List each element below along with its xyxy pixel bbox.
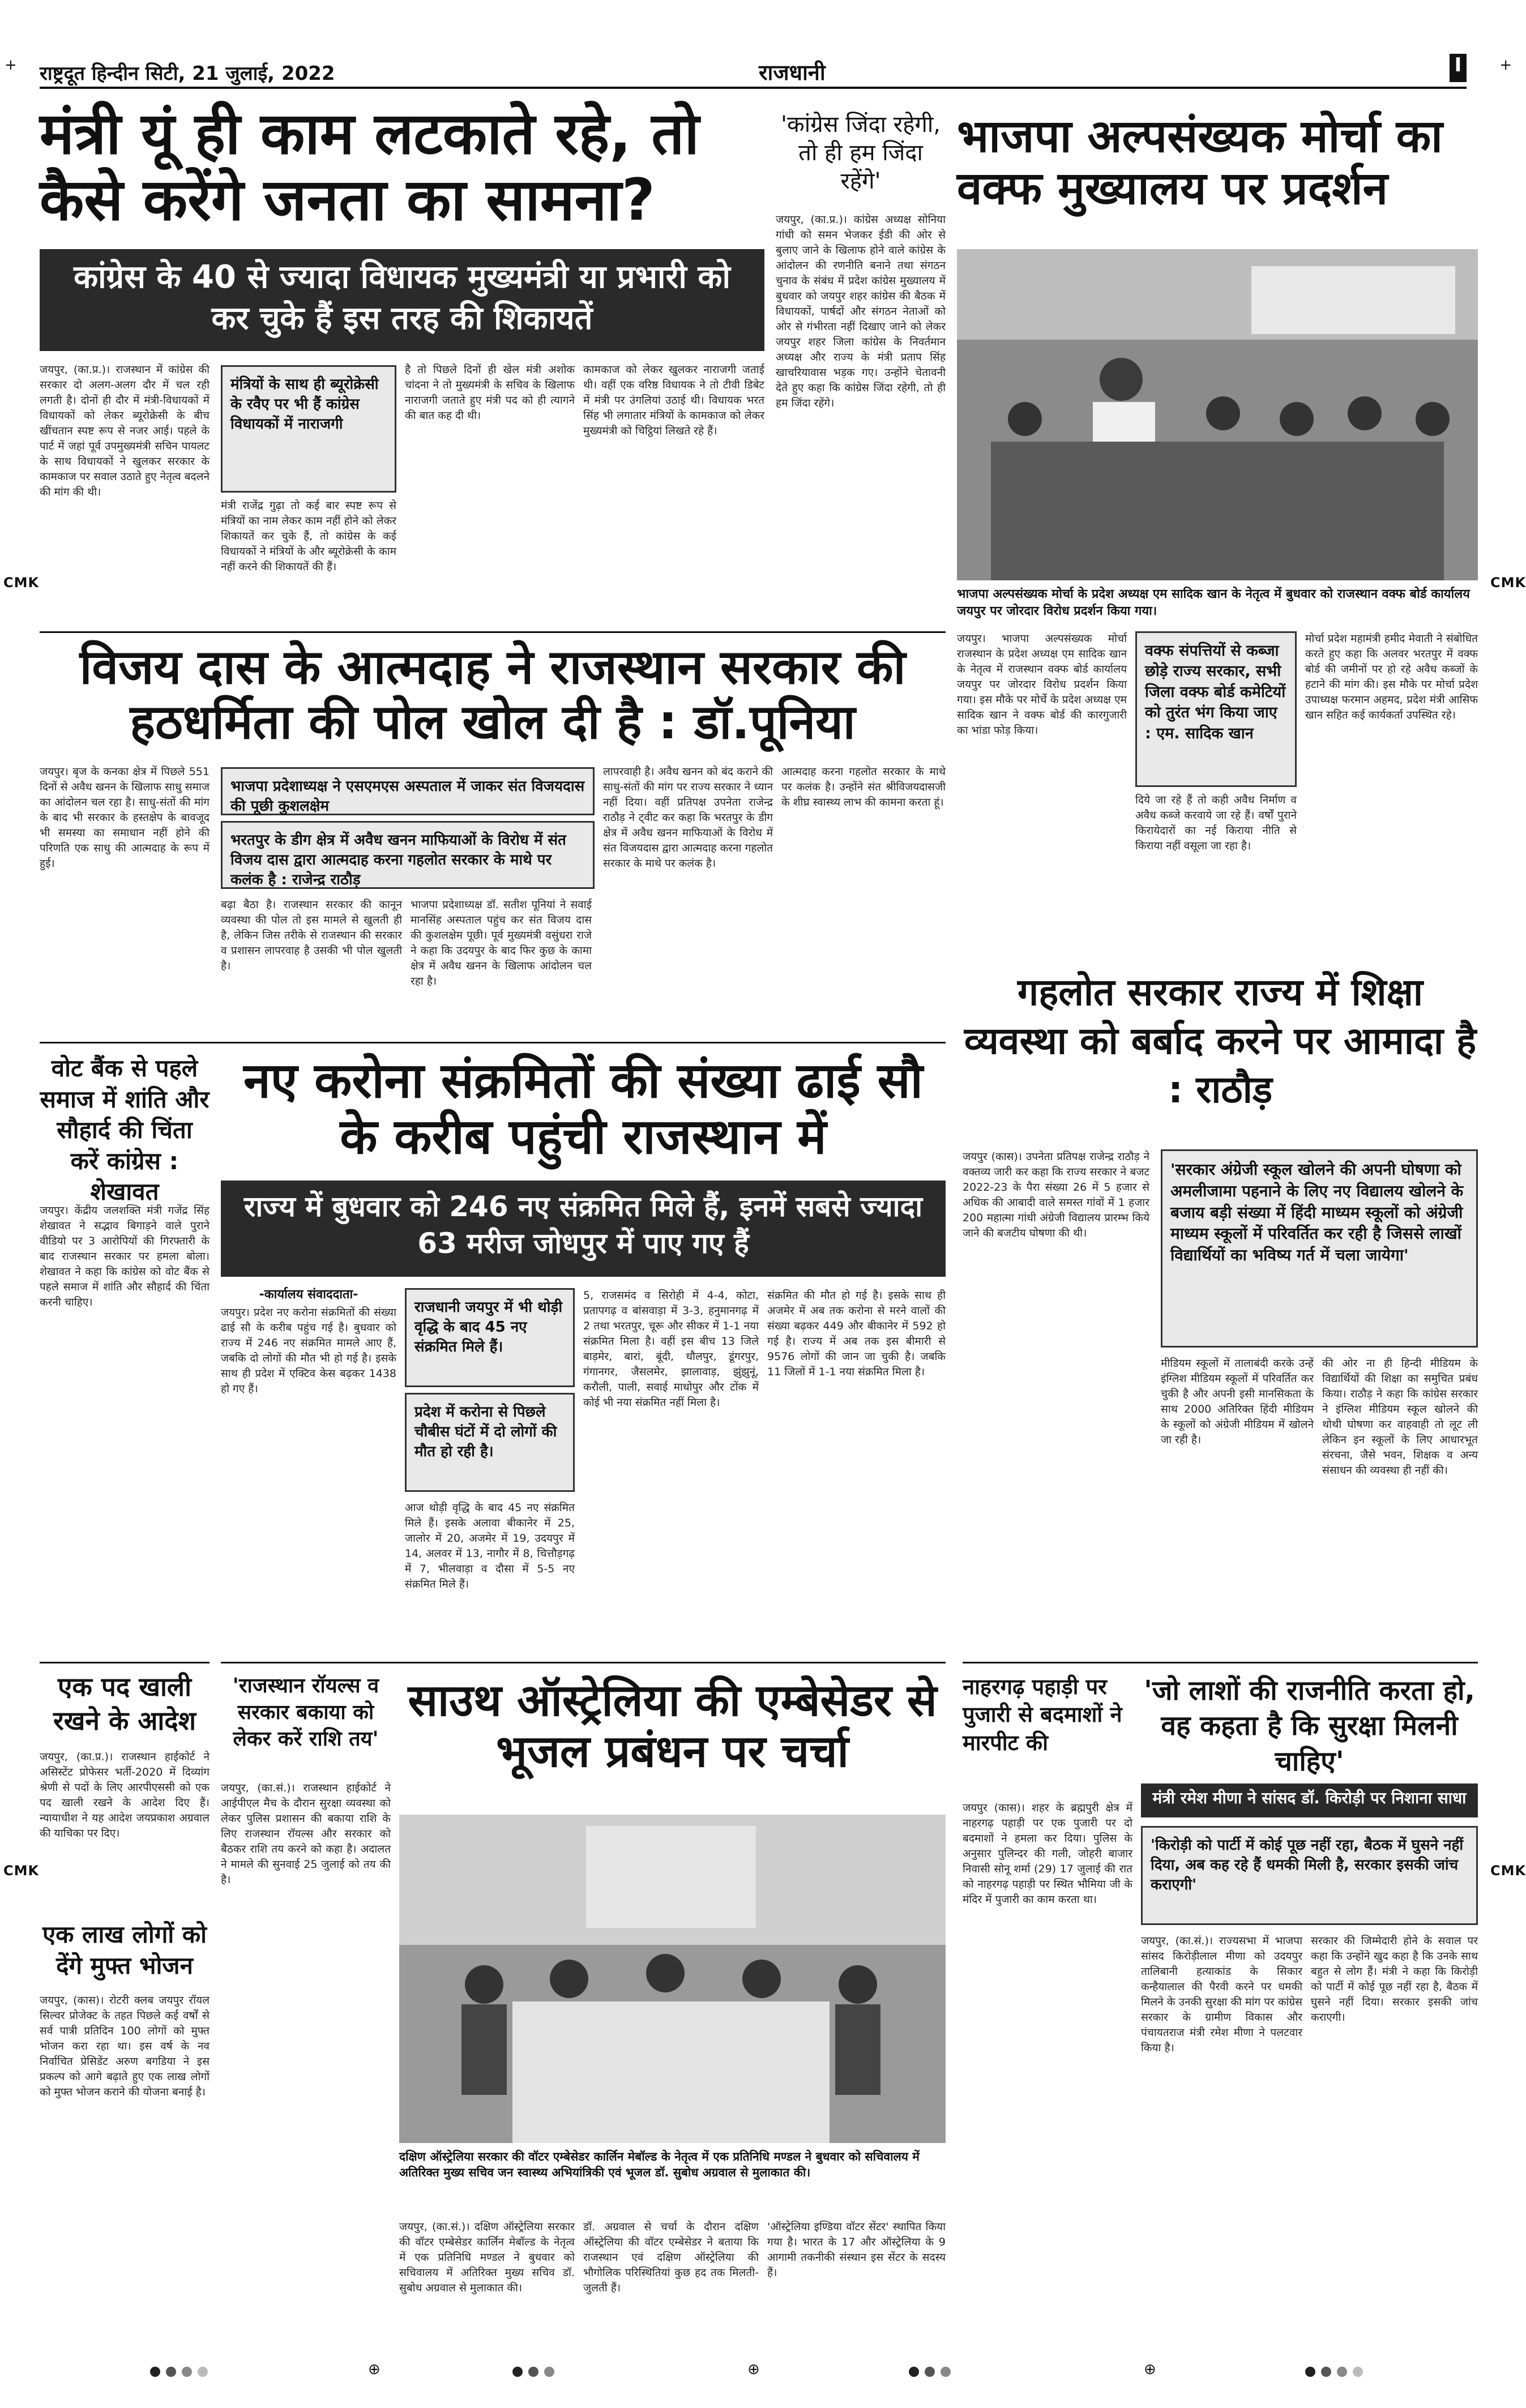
story10-col1: जयपुर, (का.सं.)। दक्षिण ऑस्ट्रेलिया सरकार की वॉटर एम्बेसेडर कार्लिन मेबॉल्ड के नेतृत्व में एक प्रतिनिधि मण्डल ने बुधवार को सचिवालय में अतिरिक्त मुख्य सचिव डॉ. सुबोध अग्रवाल से मुलाकात की।	[399, 2221, 575, 2294]
story12-col2: सरकार की जिम्मेदारी होने के सवाल पर कहा कि उन्होंने खुद कहा है कि उनके साथ बहुत से लोग हैं। मंत्री ने कहा कि किरोड़ी को पार्टी में कोई पूछ नहीं रहा है, बैठक में घुसने नहीं दिया। सरकार इसकी जांच कराएगी।	[1311, 1935, 1478, 2024]
registration-mark-icon: +	[5, 57, 17, 74]
color-bar-right: CMK	[1490, 575, 1526, 591]
story2-headline: भाजपा अल्पसंख्यक मोर्चा का वक्फ मुख्यालय पर प्रदर्शन	[957, 110, 1443, 215]
story1-col3: है तो पिछले दिनों ही खेल मंत्री अशोक चांदना ने तो मुख्यमंत्री के सचिव के खिलाफ नाराजगी जताते हुए मंत्री पद को ही त्यागने की बात कह दी थी।	[405, 363, 575, 422]
registration-dots	[510, 2367, 557, 2379]
story4-headline: वोट बैंक से पहले समाज में शांति और सौहार्द की चिंता करें कांग्रेस : शेखावत	[40, 1054, 210, 1206]
quote1-title: 'कांग्रेस जिंदा रहेगी, तो ही हम जिंदा रहेंगे'	[781, 112, 941, 194]
story3-col2: बढ़ा बैठा है। राजस्थान सरकार की कानून व्यवस्था की पोल तो इस मामले से खुलती ही है, लेकिन जिस तरीके से राजस्थान की सरकार व प्रशासन लापरवाह है उसकी भी पोल खुलती है।	[221, 899, 402, 972]
story6-headline: गहलोत सरकार राज्य में शिक्षा व्यवस्था को बर्बाद करने पर आमादा है : राठौड़	[964, 970, 1477, 1111]
story7-body: जयपुर, (का.प्र.)। राजस्थान हाईकोर्ट ने असिस्टेंट प्रोफेसर भर्ती-2020 में दिव्यांग श्रेणी से पदों के लिए आरपीएससी को एक पद खाली रखने के आदेश दिए हैं। न्यायाधीश ने यह आदेश जयप्रकाश अग्रवाल की याचिका पर दिए।	[40, 1751, 210, 1840]
divider	[963, 1662, 1478, 1663]
story2-photo	[957, 249, 1478, 580]
page-header	[40, 54, 1467, 89]
story3-box1: भाजपा प्रदेशाध्यक्ष ने एसएमएस अस्पताल में जाकर संत विजयदास की पूछी कुशलक्षेम	[221, 767, 595, 815]
registration-dots	[147, 2367, 211, 2379]
story8-headline: एक लाख लोगों को देंगे मुफ्त भोजन	[42, 1921, 207, 1979]
registration-mark-icon: +	[1499, 57, 1512, 74]
divider	[40, 1662, 210, 1663]
registration-mark-icon: ⊕	[368, 2361, 381, 2378]
story6-box: 'सरकार अंग्रेजी स्कूल खोलने की अपनी घोषणा को अमलीजामा पहनाने के लिए नए विद्यालय खोलने के बजाय बड़ी संख्या में हिंदी माध्यम स्कूलों को अंग्रेजी माध्यम स्कूलों में परिवर्तित कर रही है जिससे लाखों विद्यार्थियों का भविष्य गर्त में चला जायेगा'	[1161, 1149, 1478, 1348]
story5-headline: नए करोना संक्रमितों की संख्या ढाई सौ के करीब पहुंची राजस्थान में	[243, 1053, 923, 1165]
color-bar-left-lower: CMK	[3, 1863, 40, 1879]
story10-caption: दक्षिण ऑस्ट्रेलिया सरकार की वॉटर एम्बेसेडर कार्लिन मेबॉल्ड के नेतृत्व में एक प्रतिनिधि मण्डल ने बुधवार को सचिवालय में अतिरिक्त मुख्य सचिव जन स्वास्थ्य अभियांत्रिकी एवं भूजल डॉ. सुबोध अग्रवाल से मुलाकात की।	[399, 2150, 920, 2180]
story6-col2: मीडियम स्कूलों में तालाबंदी करके उन्हें इंग्लिश मीडियम स्कूलों में परिवर्तित कर चुकी है और अपनी इसी मानसिकता के साथ 2000 अतिरिक्त हिंदी मीडियम के स्कूलों को अंग्रेजी मीडियम में खोलने जा रही है।	[1161, 1357, 1314, 1446]
story5-box1: राजधानी जयपुर में भी थोड़ी वृद्धि के बाद 45 नए संक्रमित मिले हैं।	[405, 1288, 575, 1387]
story1-headline: मंत्री यूं ही काम लटकाते रहे, तो कैसे करेंगे जनता का सामना?	[40, 100, 699, 234]
story12-box: 'किरोड़ी को पार्टी में कोई पूछ नहीं रहा, बैठक में घुसने नहीं दिया, अब कह रहे हैं धमकी मिली है, सरकार इसकी जांच कराएगी'	[1141, 1826, 1478, 1925]
story1-col1: जयपुर, (का.प्र.)। राजस्थान में कांग्रेस की सरकार दो अलग-अलग दौर में चल रही लगती है। दोनों ही दौर में मंत्री-विधायकों में विधायकों को लेकर ब्यूरोक्रेसी के बीच खींचतान स्पष्ट रूप से नजर आई। पहले के पार्ट में जहां पूर्व उपमुख्यमंत्री सचिन पायलट के साथ विधायकों ने खुलकर सरकार के कामकाज पर सवाल उठाते हुए नेतृत्व बदलने की मांग की थी।	[40, 363, 210, 498]
story5-col1: जयपुर। प्रदेश नए करोना संक्रमितों की संख्या ढाई सौ के करीब पहुंच गई है। बुधवार को राज्य में 246 नए संक्रमित मामले आए हैं, जबकि दो लोगों की मौत भी हो गई है। इसके साथ ही प्रदेश में एक्टिव केस बढ़कर 1438 हो गए हैं।	[221, 1306, 396, 1395]
story12-banner: मंत्री रमेश मीणा ने सांसद डॉ. किरोड़ी पर निशाना साधा	[1141, 1783, 1478, 1817]
divider	[40, 1042, 946, 1043]
story3-headline: विजय दास के आत्मदाह ने राजस्थान सरकार की हठधर्मिता की पोल खोल दी है : डॉ.पूनिया	[79, 639, 906, 750]
story2-col3: मोर्चा प्रदेश महामंत्री हमीद मेवाती ने संबोधित करते हुए कहा कि अलवर भरतपुर में वक्फ बोर्ड की जमीनों पर हो रहे अवैध कब्जों के हटाने की मांग की। इस मौके पर मोर्चा प्रदेश उपाध्यक्ष फरमान अहमद, प्रदेश मंत्री आसिफ खान सहित कई कार्यकर्ता उपस्थित रहे।	[1305, 632, 1478, 721]
story5-box2: प्रदेश में करोना से पिछले चौबीस घंटों में दो लोगों की मौत हो रही है।	[405, 1393, 575, 1492]
story10-col3: 'ऑस्ट्रेलिया इण्डिया वॉटर सेंटर' स्थापित किया गया है। भारत के 17 और ऑस्ट्रेलिया के 9 आगामी तकनीकी संस्थान इस सेंटर के सदस्य हैं।	[767, 2221, 946, 2279]
section-name: राजधानी	[759, 60, 826, 85]
story10-headline: साउथ ऑस्ट्रेलिया की एम्बेसेडर से भूजल प्रबंधन पर चर्चा	[408, 1675, 937, 1777]
color-bar-left: CMK	[3, 575, 40, 591]
story3-col4: लापरवाही है। अवैध खनन को बंद कराने की साधु-संतों की मांग पर राज्य सरकार ने ध्यान नहीं दिया। वहीं प्रतिपक्ष उपनेता राजेन्द्र राठौड़ ने ट्वीट कर कहा कि भरतपुर के डीग क्षेत्र में अवैध खनन माफियाओं के विरोध में संत विजयदास द्वारा आत्मदाह करना गहलोत सरकार के माथे पर कलंक है।	[603, 765, 773, 870]
story3-col1: जयपुर। बृज के कनका क्षेत्र में पिछले 551 दिनों से अवैध खनन के खिलाफ साधु समाज का आंदोलन चल रहा है। साधु-संतों की मांग के बाद भी सरकार के हस्तक्षेप के बावजूद भी समस्या का समाधान नहीं होने की परिणति एक साधु की आत्मदाह के रूप में हुई।	[40, 765, 210, 870]
page-number: I	[1450, 54, 1467, 82]
story9-headline: 'राजस्थान रॉयल्स व सरकार बकाया को लेकर करें राशि तय'	[232, 1674, 379, 1751]
story1-banner: कांग्रेस के 40 से ज्यादा विधायक मुख्यमंत्री या प्रभारी को कर चुके हैं इस तरह की शिकायतें	[40, 249, 764, 351]
story10-photo	[399, 1815, 946, 2143]
story1-box: मंत्रियों के साथ ही ब्यूरोक्रेसी के रवैए पर भी हैं कांग्रेस विधायकों में नाराजगी	[221, 365, 396, 493]
story11-body: जयपुर (कास)। शहर के ब्रह्मपुरी क्षेत्र में नाहरगढ़ पहाड़ी पर एक पुजारी पर दो बदमाशों ने हमला कर दिया। पुलिस के अनुसार पुलिन्दर की गली, जोहरी बाजार निवासी सोनू शर्मा (29) 17 जुलाई की रात को नाहरगढ़ पहाड़ी पर स्थित भौमिया जी के मंदिर में पुजारी का काम करता था।	[963, 1802, 1132, 1906]
story5-dateline: -कार्यालय संवाददाता-	[259, 1288, 358, 1302]
story5-col3: 5, राजसमंद व सिरोही में 4-4, कोटा, प्रतापगढ़ व बांसवाड़ा में 3-3, हनुमानगढ़ में 2 तथा भरतपुर, चूरू और सीकर में 1-1 नया संक्रमित मिला है। वहीं इस बीच 13 जिले बाड़मेर, बारां, बूंदी, धौलपुर, डूंगरपुर, गंगानगर, जैसलमेर, झालावाड़, झुंझुनूं, करौली, पाली, सवाई माधोपुर और टोंक में कोई भी नया संक्रमित नहीं मिला है।	[583, 1289, 759, 1409]
story2-caption: भाजपा अल्पसंख्यक मोर्चा के प्रदेश अध्यक्ष एम सादिक खान के नेतृत्व में बुधवार को राजस्थान वक्फ बोर्ड कार्यालय जयपुर पर जोरदार विरोध प्रदर्शन किया गया।	[957, 587, 1470, 618]
story8-body: जयपुर, (कास)। रोटरी क्लब जयपुर रॉयल सिल्वर प्रोजेक्ट के तहत पिछले कई वर्षों से सर्व पात्री प्रतिदिन 100 लोगों को मुफ्त भोजन करा रहा था। इस वर्ष के नव निर्वाचित प्रेसिडेंट अरुण बगडिया ने इस प्रकल्प को आगे बढ़ाते हुए एक लाख लोगों को मुफ्त भोजन कराने की योजना बनाई है।	[40, 1994, 210, 2098]
story7-headline: एक पद खाली रखने के आदेश	[53, 1671, 196, 1736]
story3-col3: भाजपा प्रदेशाध्यक्ष डॉ. सतीश पूनियां ने सवाई मानसिंह अस्पताल पहुंच कर संत विजय दास की कुशलक्षेम पूछी। पूर्व मुख्यमंत्री वसुंधरा राजे ने कहा कि उदयपुर के बाद फिर कुछ के कामा क्षेत्र में अवैध खनन के खिलाफ आंदोलन चल रहा है।	[411, 899, 592, 987]
registration-mark-icon: ⊕	[1144, 2361, 1156, 2378]
story2-col2: दिये जा रहे हैं तो कही अवैध निर्माण व अवैध कब्जे करवाये जा रहे हैं। वर्षों पुराने किरायेदारों का नई किराया नीति से किराया नहीं वसूला जा रहा है।	[1135, 794, 1297, 852]
story12-col1: जयपुर, (का.सं.)। राज्यसभा में भाजपा सांसद किरोड़ीलाल मीणा को उदयपुर तालिबानी हत्याकांड के सिकार कन्हैयालाल की पैरवी करने पर धमकी मिलने के उनकी सुरक्षा की मांग पर कांग्रेस सरकार के ग्रामीण विकास और पंचायतराज मंत्री रमेश मीणा ने पलटवार किया है।	[1141, 1935, 1302, 2054]
registration-dots	[1302, 2367, 1366, 2379]
divider	[40, 631, 946, 633]
story5-banner: राज्य में बुधवार को 246 नए संक्रमित मिले हैं, इनमें सबसे ज्यादा 63 मरीज जोधपुर में पाए गए हैं	[221, 1181, 946, 1277]
story12-headline: 'जो लाशों की राजनीति करता हो, वह कहता है कि सुरक्षा मिलनी चाहिए'	[1144, 1675, 1475, 1777]
story4-body: जयपुर। केंद्रीय जलशक्ति मंत्री गजेंद्र सिंह शेखावत ने सद्भाव बिगाड़ने वाले पुराने वीडियो पर 3 आरोपियों की गिरफ्तारी के बाद राजस्थान सरकार पर हमला बोला। शेखावत ने कहा कि कांग्रेस को वोट बैंक से पहले समाज में शांति और सौहार्द की चिंता करनी चाहिए।	[40, 1204, 210, 1308]
story1-col2: मंत्री राजेंद्र गुढ़ा तो कई बार स्पष्ट रूप से मंत्रियों का नाम लेकर काम नहीं होने को लेकर शिकायतें कर चुके हैं, तो कांग्रेस के कई विधायकों ने मंत्रियों के और ब्यूरोक्रेसी के काम नहीं करने की शिकायतें की हैं।	[221, 499, 396, 573]
story3-col5: आत्मदाह करना गहलोत सरकार के माथे पर कलंक है। उन्होंने संत श्रीविजयदासजी के शीघ्र स्वास्थ्य लाभ की कामना करता हूं।	[781, 765, 946, 809]
story2-col1: जयपुर। भाजपा अल्पसंख्यक मोर्चा राजस्थान के प्रदेश अध्यक्ष एम सादिक खान के नेतृत्व में राजस्थान वक्फ बोर्ड कार्यालय जयपुर पर जोरदार विरोध प्रदर्शन किया गया। इस मौके पर मोर्चे के प्रदेश अध्यक्ष एम सादिक खान ने वक्फ बोर्ड की कारगुजारी का भांडा फोड़ किया।	[957, 632, 1127, 737]
paper-dateline: राष्ट्रदूत हिन्दीन सिटी, 21 जुलाई, 2022	[40, 62, 335, 85]
color-bar-right-lower: CMK	[1490, 1863, 1526, 1879]
quote1-body: जयपुर, (का.प्र.)। कांग्रेस अध्यक्ष सोनिया गांधी को समन भेजकर ईडी की ओर से बुलाए जाने के खिलाफ होने वाले कांग्रेस के आंदोलन की रणनीति बनाने तथा संगठन चुनाव के संबंध में प्रदेश कांग्रेस मुख्यालय में बुधवार को जयपुर शहर कांग्रेस की बैठक में विधायकों, पार्षदों और संगठन नेताओं को ओर से गंभीरता नहीं दिखाए जाने को लेकर जयपुर शहर जिला कांग्रेस के निवर्तमान अध्यक्ष और राज्य के मंत्री प्रताप सिंह खाचरियावास भड़क गए। उन्होंने चेतावनी देते हुए कहा कि कांग्रेस जिंदा रहेगी, तो ही हम जिंदा रहेंगे।	[776, 213, 946, 409]
story9-body: जयपुर, (का.सं.)। राजस्थान हाईकोर्ट ने आईपीएल मैच के दौरान सुरक्षा व्यवस्था को लेकर पुलिस प्रशासन की बकाया राशि के लिए राजस्थान रॉयल्स और सरकार को बैठकर राशि तय करने को कहा है। अदालत ने मामले की सुनवाई 25 जुलाई को तय की है।	[221, 1782, 391, 1886]
story5-col2: आज थोड़ी वृद्धि के बाद 45 नए संक्रमित मिले हैं। इसके अलावा बीकानेर में 25, जालोर में 20, अजमेर में 19, उदयपुर में 14, अलवर में 13, नागौर में 8, चित्तौड़गढ़ में 7, भीलवाड़ा व दौसा में 5-5 नए संक्रमित मिले हैं।	[405, 1502, 575, 1590]
story6-col3: की ओर ना ही हिन्दी मीडियम के विद्यार्थियों की शिक्षा का समुचित प्रबंध किया। राठौड़ ने कहा कि कांग्रेस सरकार ने इंग्लिश मीडियम स्कूल खोलने की थोथी घोषणा कर वाहवाही तो लूट ली लेकिन इन स्कूलों के लिए आधारभूत संरचना, जैसे भवन, शिक्षक व अन्य संसाधन की व्यवस्था ही नहीं की।	[1322, 1357, 1478, 1477]
story3-box2: भरतपुर के डीग क्षेत्र में अवैध खनन माफियाओं के विरोध में संत विजय दास द्वारा आत्मदाह करना गहलोत सरकार के माथे पर कलंक है : राजेन्द्र राठौड़	[221, 821, 595, 889]
story5-col4: संक्रमित की मौत हो गई है। इसके साथ ही अजमेर में अब तक करोना से मरने वालों की संख्या बढ़कर 449 और बीकानेर में 592 हो गई है। राज्य में अब तक इस बीमारी से 9576 लोगों की जान जा चुकी है। जबकि 11 जिलों में 1-1 नया संक्रमित मिला है।	[767, 1289, 946, 1378]
story1-col4: कामकाज को लेकर खुलकर नाराजगी जताई थी। वहीं एक वरिष्ठ विधायक ने तो टीवी डिबेट में मंत्री पर उंगलियां उठाई थी। विधायक भरत सिंह भी लगातार मंत्रियों के कामकाज को लेकर मुख्यमंत्री को चिट्ठियां लिखते रहे हैं।	[583, 363, 764, 437]
registration-dots	[906, 2367, 954, 2379]
story11-headline: नाहरगढ़ पहाड़ी पर पुजारी से बदमाशों ने मारपीट की	[963, 1674, 1122, 1755]
story2-box: वक्फ संपत्तियों से कब्जा छोड़े राज्य सरकार, सभी जिला वक्फ बोर्ड कमेटियों को तुरंत भंग किया जाए : एम. सादिक खान	[1135, 631, 1297, 787]
story10-col2: डॉ. अग्रवाल से चर्चा के दौरान दक्षिण ऑस्ट्रेलिया की वॉटर एम्बेसेडर ने बताया कि राजस्थान एवं दक्षिण ऑस्ट्रेलिया की भौगोलिक परिस्थितियां कुछ हद तक मिलती-जुलती हैं।	[583, 2221, 759, 2294]
registration-mark-icon: ⊕	[747, 2361, 760, 2378]
story6-col1: जयपुर (कास)। उपनेता प्रतिपक्ष राजेन्द्र राठौड़ ने वक्तव्य जारी कर कहा कि राज्य सरकार ने बजट 2022-23 के पैरा संख्या 26 में 5 हजार से अधिक की आबादी वाले समस्त गांवों में 1 हजार 200 महात्मा गांधी अंग्रेजी विद्यालय प्रारम्भ किये जाने की बजटीय घोषणा की थी।	[963, 1150, 1149, 1239]
divider	[221, 1662, 946, 1663]
